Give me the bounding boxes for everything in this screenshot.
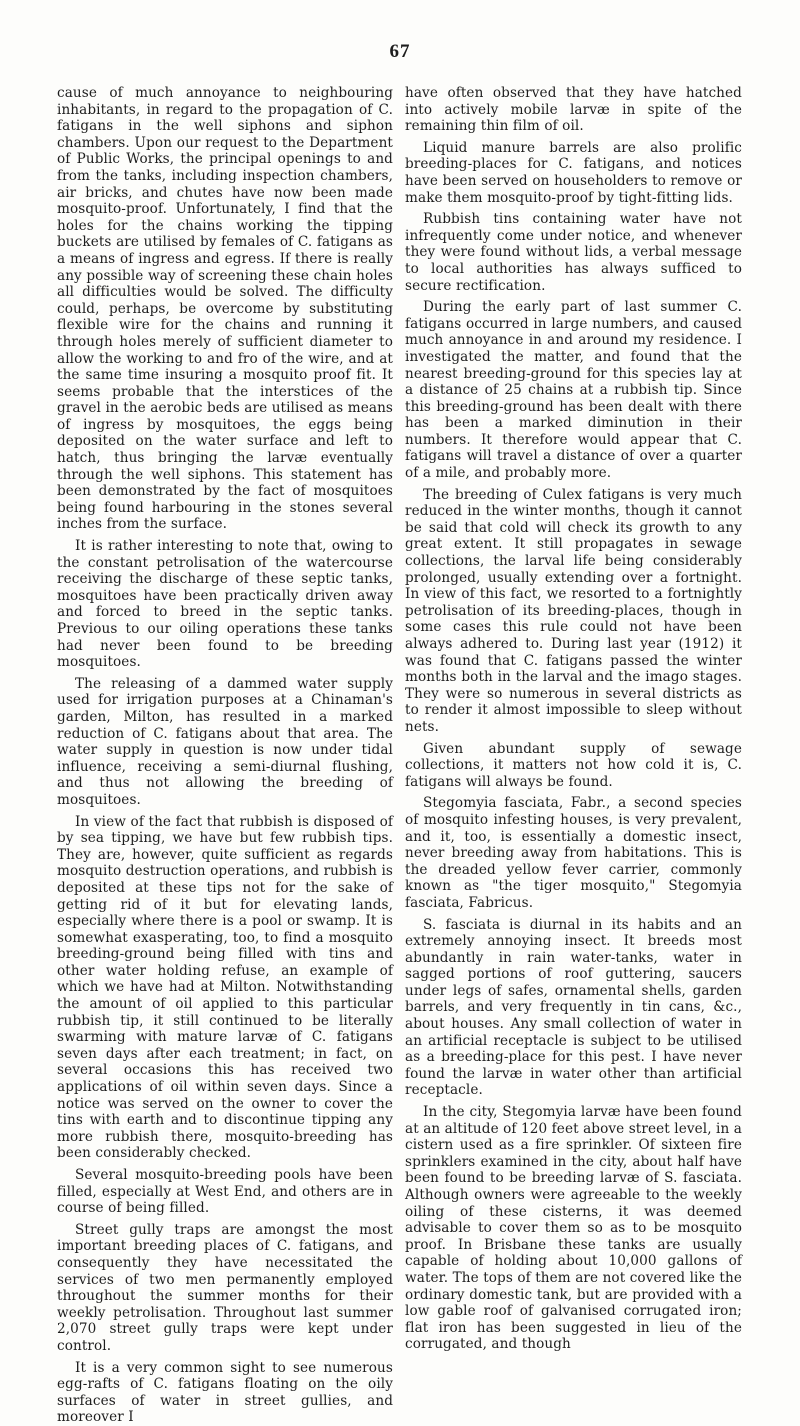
paragraph: It is rather interesting to note that, owing to the constant petrolisation of the watercourse receiving the discharge of these septic tanks, mosquitoes have been practically driven away and forced to breed in the septic tanks. Previous to our oiling operations these tanks had never been found to be breeding mosquitoes. bbox=[57, 538, 393, 671]
paragraph: Street gully traps are amongst the most important breeding places of C. fatigans, and consequently they have necessitated the services of two men permanently employed throughout the summer months for their weekly petrolisation. Throughout last summer 2,070 street gully traps were kept under control. bbox=[57, 1221, 393, 1354]
paragraph: In view of the fact that rubbish is disposed of by sea tipping, we have but few rubbish tips. They are, however, quite sufficient as regards mosquito destruction operations, and rubbish is deposited at these tips not for the sake of getting rid of it but for elevating lands, especially where there is a pool or swamp. It is somewhat exasperating, too, to find a mosquito breeding-ground being filled with tins and other water holding refuse, an example of which we have had at Milton. Notwithstanding the amount of oil applied to this particular rubbish tip, it still continued to be literally swarming with mature larvæ of C. fatigans seven days after each treatment; in fact, on several occasions this has received two applications of oil within seven days. Since a notice was served on the owner to cover the tins with earth and to discontinue tipping any more rubbish there, mosquito-breeding has been considerably checked. bbox=[57, 813, 393, 1162]
left-column bbox=[57, 85, 393, 1426]
paragraph: It is a very common sight to see numerous egg-rafts of C. fatigans floating on the oily surfaces of water in street gullies, and moreover I bbox=[57, 1359, 393, 1426]
paragraph: The releasing of a dammed water supply used for irrigation purposes at a Chinaman's garden, Milton, has resulted in a marked reduction of C. fatigans about that area. The water supply in question is now under tidal influence, receiving a semi-diurnal flushing, and thus not allowing the breeding of mosquitoes. bbox=[57, 675, 393, 808]
paragraph: have often observed that they have hatched into actively mobile larvæ in spite of the remaining thin film of oil. bbox=[405, 85, 742, 135]
paragraph: In the city, Stegomyia larvæ have been found at an altitude of 120 feet above street level, in a cistern used as a fire sprinkler. Of sixteen fire sprinklers examined in the city, about half have been found to be breeding larvæ of S. fasciata. Although owners were agreeable to the weekly oiling of these cisterns, it was deemed advisable to cover them so as to be mosquito proof. In Brisbane these tanks are usually capable of holding about 10,000 gallons of water. The tops of them are not covered like the ordinary domestic tank, but are provided with a low gable roof of galvanised corrugated iron; flat iron has been suggested in lieu of the corrugated, and though bbox=[405, 1104, 742, 1353]
paragraph: Given abundant supply of sewage collections, it matters not how cold it is, C. fatigans will always be found. bbox=[405, 740, 742, 790]
paragraph: Liquid manure barrels are also prolific breeding-places for C. fatigans, and notices have been served on householders to remove or make them mosquito-proof by tight-fitting lids. bbox=[405, 139, 742, 206]
paragraph: Stegomyia fasciata, Fabr., a second species of mosquito infesting houses, is very prevalent, and it, too, is essentially a domestic insect, never breeding away from habitations. This is the dreaded yellow fever carrier, commonly known as "the tiger mosquito," Stegomyia fasciata, Fabricus. bbox=[405, 795, 742, 911]
paragraph: The breeding of Culex fatigans is very much reduced in the winter months, though it cannot be said that cold will check its growth to any great extent. It still propagates in sewage collections, the larval life being considerably prolonged, usually extending over a fortnight. In view of this fact, we resorted to a fortnightly petrolisation of its breeding-places, though in some cases this rule could not have been always adhered to. During last year (1912) it was found that C. fatigans passed the winter months both in the larval and the imago stages. They were so numerous in several districts as to render it almost impossible to sleep without nets. bbox=[405, 486, 742, 735]
page-number: 67 bbox=[389, 41, 411, 62]
paragraph: Several mosquito-breeding pools have been filled, especially at West End, and others are in course of being filled. bbox=[57, 1167, 393, 1217]
right-column bbox=[405, 85, 742, 1353]
paragraph: S. fasciata is diurnal in its habits and an extremely annoying insect. It breeds most abundantly in rain water-tanks, water in sagged portions of roof guttering, saucers under legs of safes, ornamental shells, garden barrels, and very frequently in tin cans, &c., about houses. Any small collection of water in an artificial receptacle is subject to be utilised as a breeding-place for this pest. I have never found the larvæ in water other than artificial receptacle. bbox=[405, 916, 742, 1099]
paragraph: Rubbish tins containing water have not infrequently come under notice, and whenever they were found without lids, a verbal message to local authorities has always sufficed to secure rectification. bbox=[405, 211, 742, 294]
paragraph: cause of much annoyance to neighbouring inhabitants, in regard to the propagation of C. fatigans in the well siphons and siphon chambers. Upon our request to the Department of Public Works, the principal openings to and from the tanks, including inspection chambers, air bricks, and chutes have now been made mosquito-proof. Unfortunately, I find that the holes for the chains working the tipping buckets are utilised by females of C. fatigans as a means of ingress and egress. If there is really any possible way of screening these chain holes all difficulties would be solved. The difficulty could, perhaps, be overcome by substituting flexible wire for the chains and running it through holes merely of sufficient diameter to allow the working to and fro of the wire, and at the same time insuring a mosquito proof fit. It seems probable that the interstices of the gravel in the aerobic beds are utilised as means of ingress by mosquitoes, the eggs being deposited on the water surface and left to hatch, thus bringing the larvæ eventually through the well siphons. This statement has been demonstrated by the fact of mosquitoes being found harbouring in the stones several inches from the surface. bbox=[57, 85, 393, 533]
paragraph: During the early part of last summer C. fatigans occurred in large numbers, and caused much annoyance in and around my residence. I investigated the matter, and found that the nearest breeding-ground for this species lay at a distance of 25 chains at a rubbish tip. Since this breeding-ground has been dealt with there has been a marked diminution in their numbers. It therefore would appear that C. fatigans will travel a distance of over a quarter of a mile, and probably more. bbox=[405, 299, 742, 482]
